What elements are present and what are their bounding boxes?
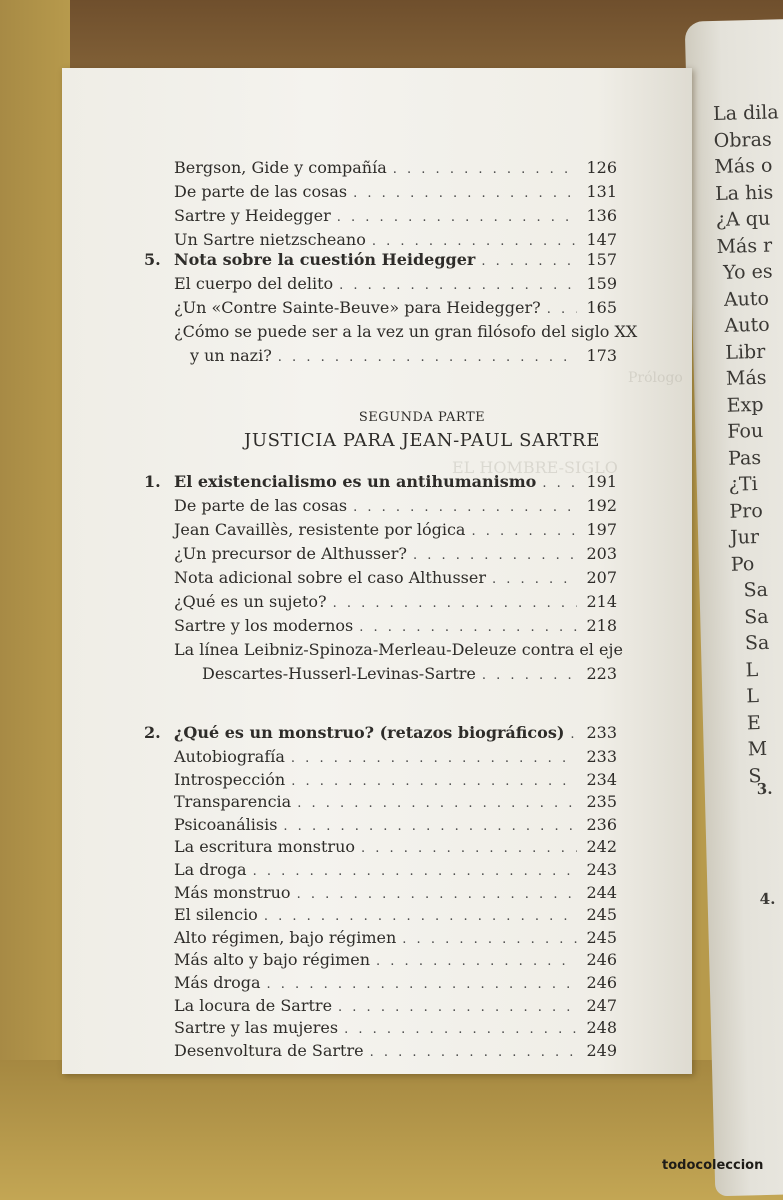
entry-title: La locura de Sartre: [174, 995, 333, 1015]
page-number: 192: [586, 496, 617, 515]
page-number: 197: [586, 520, 617, 539]
right-page-line: Sa: [743, 605, 769, 628]
right-page-line: La his: [714, 181, 774, 205]
part-label: SEGUNDA PARTE: [358, 410, 486, 425]
page-number: 233: [586, 723, 617, 742]
entry-title: ¿Cómo se puede ser a la vez un gran filósofo del siglo XX: [174, 322, 638, 341]
page-number: 234: [586, 769, 617, 789]
right-page-chapter-number: 4.: [759, 889, 776, 909]
left-page: [62, 68, 692, 1074]
entry-title: ¿Un «Contre Sainte-Beuve» para Heidegger?: [174, 298, 541, 317]
right-page-line: Más r: [716, 234, 773, 258]
leader-dots: [402, 932, 577, 947]
entry-title: Desenvoltura de Sartre: [174, 1040, 364, 1060]
toc-entry: [174, 206, 617, 228]
toc-entry-leibniz-a: [174, 640, 623, 662]
leader-dots: [338, 1000, 577, 1015]
chapter-number: 5.: [144, 250, 161, 269]
entry-title: De parte de las cosas: [174, 496, 348, 515]
right-page-line: S: [748, 764, 762, 787]
leader-dots: [291, 774, 577, 789]
page-number: 246: [586, 973, 617, 992]
leader-dots: [297, 887, 577, 902]
entry-title: La línea Leibniz-Spinoza-Merleau-Deleuze contra el eje: [174, 640, 623, 659]
toc-chapter-5: [144, 250, 617, 272]
page-number: 249: [586, 1040, 617, 1060]
leader-dots: [283, 819, 577, 834]
right-page-line: Pas: [727, 446, 762, 470]
toc-entry: [174, 747, 617, 769]
entry-title: El cuerpo del delito: [174, 274, 334, 293]
page-number: 248: [586, 1018, 617, 1038]
toc-entry: [174, 568, 617, 590]
leader-dots: [570, 727, 577, 742]
right-page-line: La dila: [712, 101, 779, 126]
right-page-line: Sa: [744, 631, 770, 655]
entry-title: Autobiografía: [174, 747, 285, 766]
leader-dots: [481, 254, 577, 269]
page-number: 245: [586, 905, 617, 925]
toc-entry-multiline-b: [190, 346, 617, 368]
toc-entry: [174, 496, 617, 518]
leader-dots: [413, 548, 577, 563]
leader-dots: [372, 234, 577, 249]
leader-dots: [361, 841, 577, 856]
leader-dots: [492, 572, 577, 587]
toc-entry: [174, 544, 617, 566]
page-number: 191: [586, 472, 617, 491]
leader-dots: [482, 668, 577, 683]
entry-title: Introspección: [174, 769, 286, 789]
entry-title: Descartes-Husserl-Levinas-Sartre: [202, 664, 476, 683]
entry-title: Más droga: [174, 973, 261, 992]
page-number: 233: [586, 747, 617, 766]
page-number: 173: [586, 346, 617, 365]
entry-title: ¿Un precursor de Althusser?: [174, 544, 407, 563]
page-number: 214: [586, 592, 617, 611]
page-number: 126: [586, 158, 617, 177]
toc-entry: [174, 950, 617, 972]
toc-chapter-2: [144, 723, 617, 745]
entry-title: y un nazi?: [190, 346, 272, 365]
toc-entry: [174, 592, 617, 614]
leader-dots: [471, 524, 577, 539]
watermark: todocoleccion: [662, 1158, 764, 1173]
entry-title: La droga: [174, 860, 247, 879]
right-page-line: Sa: [743, 578, 769, 602]
right-page-line: ¿A qu: [715, 207, 771, 232]
entry-title: Sartre y los modernos: [174, 616, 354, 635]
page-number: 246: [586, 950, 617, 970]
ghost-text-hombre: EL HOMBRE-SIGLO: [452, 458, 618, 477]
toc-entry: [174, 996, 617, 1018]
background-bottom: [0, 1060, 783, 1200]
page-number: 218: [586, 616, 617, 635]
right-page-line: Auto: [724, 313, 770, 337]
toc-entry: [174, 616, 617, 638]
toc-entry: [174, 860, 617, 882]
right-page-line: Más: [725, 366, 767, 390]
entry-title: ¿Qué es un monstruo? (retazos biográficos): [174, 723, 565, 742]
leader-dots: [291, 751, 577, 766]
right-page-line: Fou: [727, 419, 764, 443]
leader-dots: [393, 162, 577, 177]
toc-entry: [174, 230, 617, 252]
right-page-line: Jur: [729, 526, 760, 549]
ghost-text-prologo: Prólogo: [628, 370, 683, 386]
toc-entry: [174, 1018, 617, 1040]
entry-title: Jean Cavaillès, resistente por lógica: [174, 520, 466, 539]
chapter-number: 1.: [144, 472, 161, 491]
leader-dots: [267, 977, 577, 992]
page-number: 223: [586, 664, 617, 683]
leader-dots: [353, 500, 577, 515]
leader-dots: [359, 620, 577, 635]
leader-dots: [344, 1022, 577, 1037]
entry-title: De parte de las cosas: [174, 182, 348, 201]
toc-entry-leibniz-b: [202, 664, 617, 686]
right-page-line: L: [745, 658, 759, 681]
right-page-line: ¿Ti: [728, 473, 758, 496]
entry-title: Nota sobre la cuestión Heidegger: [174, 250, 476, 269]
toc-chapter-1: [144, 472, 617, 494]
right-page-line: Más o: [714, 154, 773, 179]
toc-entry: [174, 182, 617, 204]
page-number: 136: [586, 206, 617, 225]
leader-dots: [253, 864, 577, 879]
right-page-line: Libr: [725, 340, 766, 364]
page-number: 165: [586, 298, 617, 317]
page-number: 147: [586, 230, 617, 249]
right-page-line: E: [746, 711, 762, 734]
toc-entry: [174, 274, 617, 296]
entry-title: Más monstruo: [174, 882, 291, 902]
right-page-line: Exp: [726, 393, 764, 417]
entry-title: Nota adicional sobre el caso Althusser: [174, 568, 486, 587]
right-page-line: Auto: [723, 287, 770, 311]
entry-title: Más alto y bajo régimen: [174, 950, 371, 970]
entry-title: El existencialismo es un antihumanismo: [174, 472, 537, 491]
entry-title: ¿Qué es un sujeto?: [174, 592, 327, 611]
toc-entry: [174, 973, 617, 995]
leader-dots: [353, 186, 577, 201]
entry-title: Alto régimen, bajo régimen: [174, 927, 397, 947]
right-page-line: M: [747, 737, 768, 761]
page-number: 245: [586, 927, 617, 947]
page-number: 207: [586, 568, 617, 587]
toc-entry: [174, 815, 617, 837]
entry-title: Sartre y las mujeres: [174, 1018, 339, 1038]
leader-dots: [339, 278, 577, 293]
entry-title: Un Sartre nietzscheano: [174, 230, 366, 249]
leader-dots: [370, 1045, 577, 1060]
entry-title: La escritura monstruo: [174, 837, 355, 857]
page-number: 131: [586, 182, 617, 201]
toc-entry: [174, 928, 617, 950]
page-number: 242: [586, 837, 617, 857]
page-number: 247: [586, 995, 617, 1015]
toc-entry: [174, 792, 617, 814]
toc-entry: [174, 770, 617, 792]
page-number: 157: [586, 250, 617, 269]
leader-dots: [542, 476, 577, 491]
entry-title: Bergson, Gide y compañía: [174, 158, 387, 177]
leader-dots: [333, 596, 577, 611]
right-page: [685, 19, 783, 1197]
leader-dots: [297, 796, 577, 811]
entry-title: Psicoanálisis: [174, 814, 278, 834]
right-page-chapter-number: 3.: [756, 779, 773, 799]
chapter-number: 2.: [144, 723, 161, 742]
leader-dots: [376, 954, 577, 969]
toc-entry-multiline-a: [174, 322, 638, 344]
toc-entry: [174, 837, 617, 859]
entry-title: Transparencia: [174, 792, 292, 812]
page-number: 203: [586, 544, 617, 563]
leader-dots: [337, 210, 577, 225]
page-number: 159: [586, 274, 617, 293]
right-page-line: L: [746, 685, 760, 708]
right-page-line: Yo es: [722, 260, 773, 284]
toc-entry: [174, 905, 617, 927]
leader-dots: [278, 350, 577, 365]
right-page-line: Po: [730, 552, 755, 576]
page-number: 244: [586, 882, 617, 902]
page-number: 235: [586, 792, 617, 812]
leader-dots: [547, 302, 577, 317]
part-title: JUSTICIA PARA JEAN-PAUL SARTRE: [244, 430, 600, 451]
page-number: 243: [586, 860, 617, 879]
entry-title: El silencio: [174, 905, 258, 925]
toc-entry: [174, 1041, 617, 1063]
entry-title: Sartre y Heidegger: [174, 206, 331, 225]
background-left: [0, 0, 70, 1200]
toc-entry: [174, 298, 617, 320]
right-page-line: Pro: [729, 499, 764, 523]
toc-entry: [174, 520, 617, 542]
leader-dots: [264, 909, 577, 924]
toc-entry: [174, 158, 617, 180]
toc-entry: [174, 883, 617, 905]
page-number: 236: [586, 814, 617, 834]
right-page-line: Obras: [713, 128, 772, 152]
